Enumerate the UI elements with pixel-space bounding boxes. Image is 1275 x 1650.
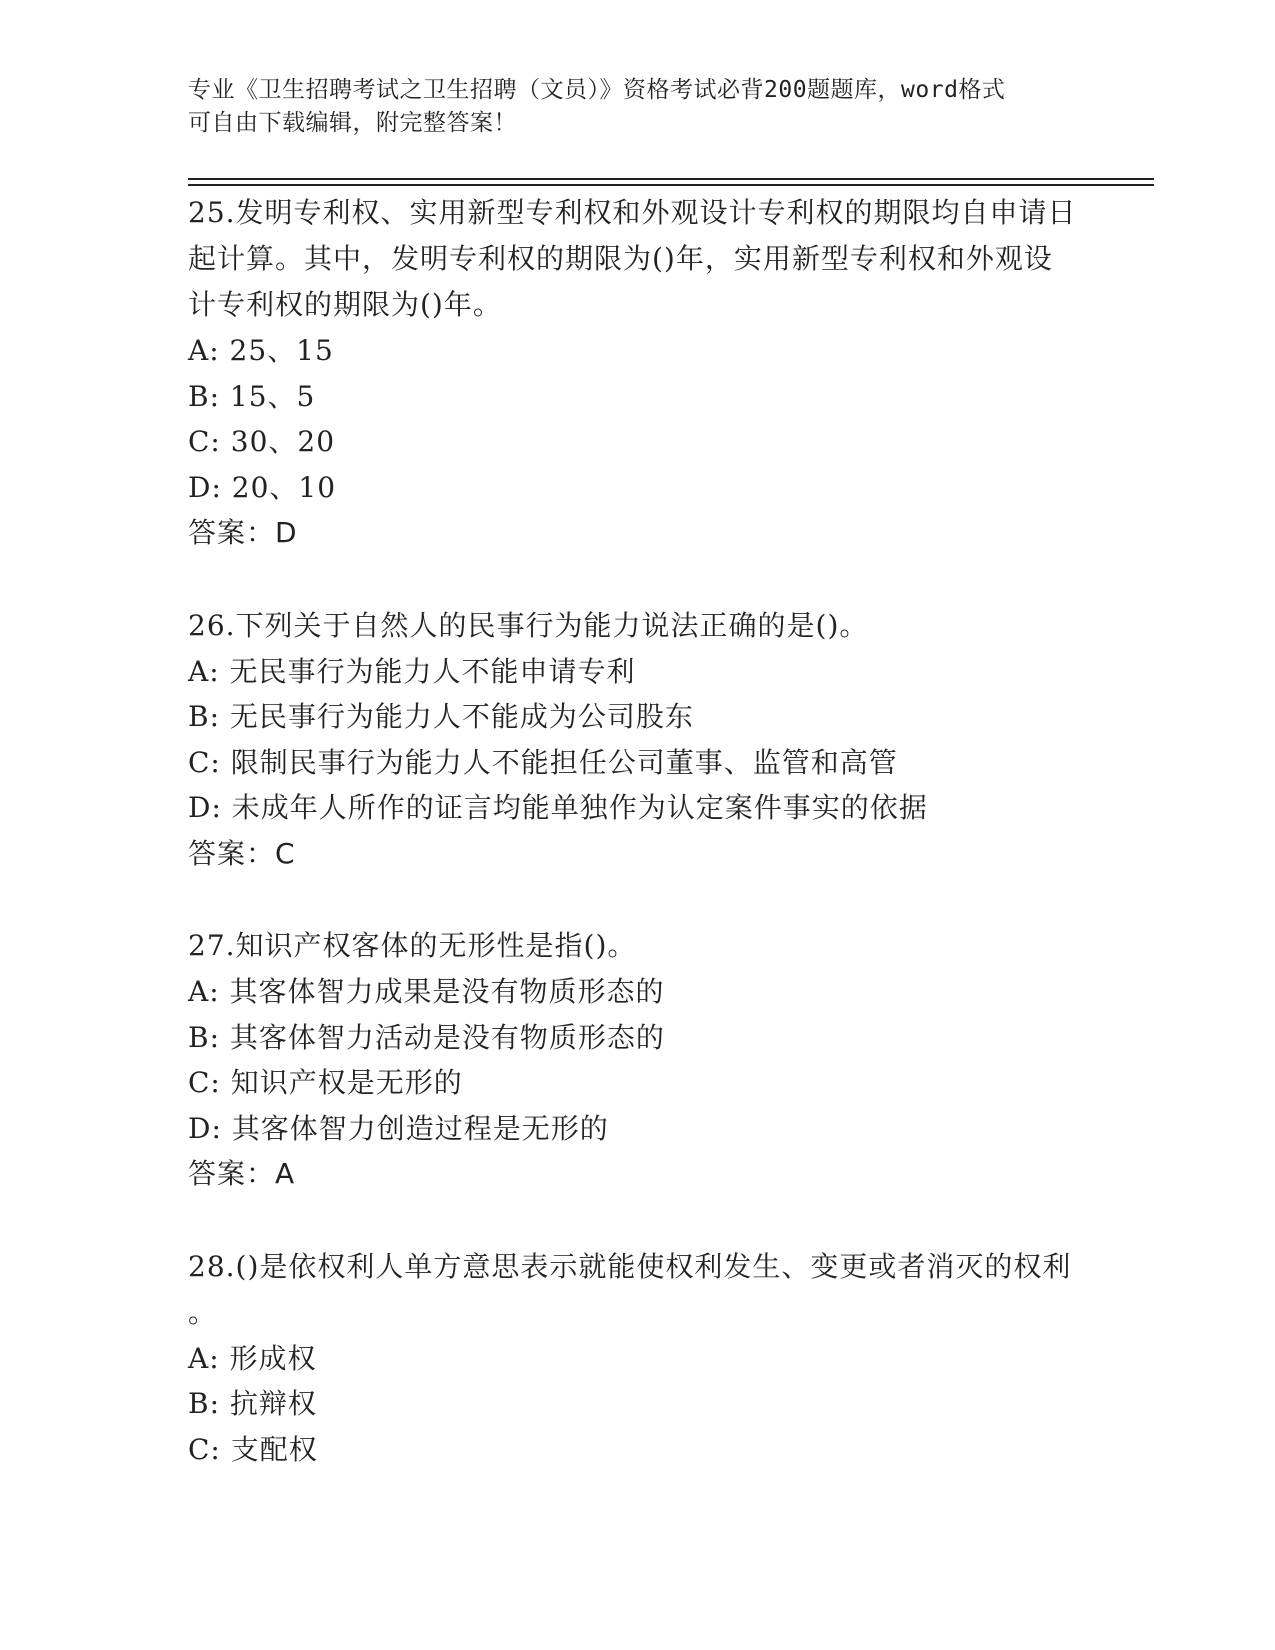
option-b: B: 15、5 <box>188 379 316 413</box>
question-28 <box>188 1244 1088 1473</box>
question-text-line: 27.知识产权客体的无形性是指()。 <box>188 929 637 962</box>
question-list <box>188 190 1088 1519</box>
question-text-line: 计专利权的期限为()年。 <box>188 288 502 321</box>
question-26 <box>188 603 1088 877</box>
answer-text: 答案：C <box>188 836 296 870</box>
question-25 <box>188 190 1088 556</box>
header-rule-top <box>188 178 1154 180</box>
option-d: D: 其客体智力创造过程是无形的 <box>188 1111 609 1145</box>
question-text-line: 起计算。其中，发明专利权的期限为()年，实用新型专利权和外观设 <box>188 242 1053 275</box>
question-27 <box>188 923 1088 1197</box>
option-a: A: 无民事行为能力人不能申请专利 <box>188 654 636 688</box>
answer-text: 答案：A <box>188 1157 296 1190</box>
option-b: B: 抗辩权 <box>188 1387 317 1420</box>
document-header <box>188 74 1088 140</box>
header-line-2: 可自由下载编辑，附完整答案！ <box>188 110 517 136</box>
option-c: C: 知识产权是无形的 <box>188 1066 463 1099</box>
question-text-line: 28.()是依权利人单方意思表示就能使权利发生、变更或者消灭的权利 <box>188 1249 1072 1283</box>
option-c: C: 支配权 <box>188 1432 318 1466</box>
option-d: D: 未成年人所作的证言均能单独作为认定案件事实的依据 <box>188 791 928 824</box>
option-b: B: 无民事行为能力人不能成为公司股东 <box>188 700 694 733</box>
answer-text: 答案：D <box>188 516 298 549</box>
option-c: C: 30、20 <box>188 425 336 458</box>
header-line-1: 专业《卫生招聘考试之卫生招聘（文员）》资格考试必背200题题库，word格式 <box>188 77 1006 103</box>
question-text-line: 。 <box>188 1295 218 1329</box>
option-b: B: 其客体智力活动是没有物质形态的 <box>188 1020 665 1054</box>
option-a: A: 形成权 <box>188 1341 317 1375</box>
question-text-line: 25.发明专利权、实用新型专利权和外观设计专利权的期限均自申请日 <box>188 196 1077 229</box>
question-text-line: 26.下列关于自然人的民事行为能力说法正确的是()。 <box>188 608 869 642</box>
option-d: D: 20、10 <box>188 470 337 504</box>
option-a: A: 其客体智力成果是没有物质形态的 <box>188 975 665 1008</box>
header-rule-bottom <box>188 184 1154 186</box>
option-c: C: 限制民事行为能力人不能担任公司董事、监管和高管 <box>188 745 898 779</box>
option-a: A: 25、15 <box>188 334 334 367</box>
